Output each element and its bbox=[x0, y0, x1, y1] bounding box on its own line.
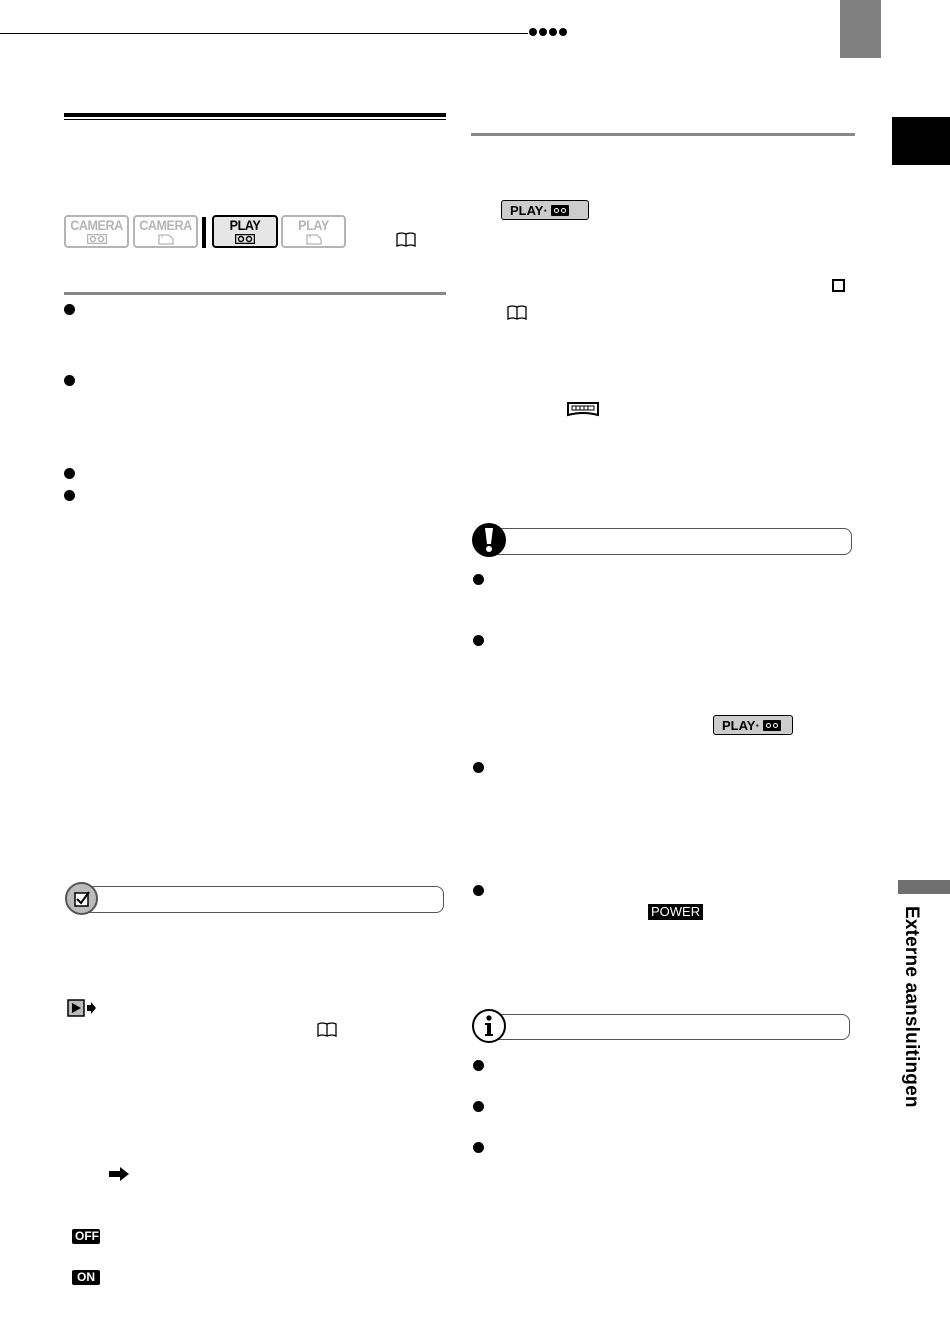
play-badge-label: PLAY· bbox=[722, 717, 760, 733]
mode-camera-card bbox=[133, 215, 198, 248]
mode-camera-tape bbox=[64, 215, 129, 248]
warning-icon bbox=[472, 523, 506, 557]
checklist-callout-bar bbox=[80, 886, 444, 913]
section-marker-block bbox=[892, 117, 950, 165]
important-callout-bar bbox=[487, 528, 852, 555]
top-rule bbox=[0, 33, 528, 34]
power-label: POWER bbox=[648, 904, 703, 920]
card-icon bbox=[306, 234, 322, 245]
square-icon bbox=[832, 279, 845, 292]
heading-rule-thick bbox=[64, 113, 446, 117]
on-label: ON bbox=[72, 1270, 100, 1285]
top-dots bbox=[529, 28, 569, 39]
mode-label: PLAY bbox=[229, 217, 261, 233]
tape-icon bbox=[763, 720, 781, 731]
play-badge-label: PLAY· bbox=[510, 202, 548, 218]
play-tape-badge bbox=[501, 200, 589, 220]
mode-label: CAMERA bbox=[139, 217, 192, 233]
tape-icon bbox=[87, 234, 107, 244]
off-label: OFF bbox=[72, 1229, 100, 1244]
bullet-icon bbox=[64, 490, 75, 501]
bullet-icon bbox=[473, 1101, 484, 1112]
heading-rule-thin bbox=[64, 119, 446, 120]
subheading-rule bbox=[64, 292, 446, 295]
info-icon bbox=[472, 1009, 506, 1043]
side-tab-bar bbox=[898, 880, 950, 894]
corner-tab bbox=[840, 0, 881, 58]
book-icon bbox=[317, 1022, 337, 1037]
bullet-icon bbox=[64, 468, 75, 479]
bullet-icon bbox=[473, 885, 484, 896]
bullet-icon bbox=[64, 375, 75, 386]
side-tab-label: Externe aansluitingen bbox=[901, 906, 922, 1108]
bullet-icon bbox=[473, 574, 484, 585]
checklist-icon bbox=[65, 882, 98, 915]
terminal-icon bbox=[566, 401, 600, 417]
play-tape-badge bbox=[713, 715, 793, 735]
right-heading-rule bbox=[471, 133, 855, 136]
bullet-icon bbox=[473, 1142, 484, 1153]
book-icon bbox=[396, 232, 416, 247]
mode-play-card bbox=[281, 215, 346, 248]
mode-label: PLAY bbox=[298, 217, 329, 233]
mode-label: CAMERA bbox=[70, 217, 123, 233]
book-icon bbox=[507, 305, 527, 320]
mode-play-tape bbox=[212, 215, 278, 248]
arrow-right-icon bbox=[108, 1166, 130, 1182]
info-callout-bar bbox=[487, 1014, 850, 1040]
mode-separator bbox=[202, 217, 206, 248]
tape-icon bbox=[551, 205, 569, 216]
tape-icon bbox=[235, 234, 255, 244]
bullet-icon bbox=[473, 762, 484, 773]
reference-arrow-icon bbox=[67, 999, 97, 1022]
bullet-icon bbox=[64, 304, 75, 315]
bullet-icon bbox=[473, 635, 484, 646]
bullet-icon bbox=[473, 1060, 484, 1071]
card-icon bbox=[158, 234, 174, 245]
